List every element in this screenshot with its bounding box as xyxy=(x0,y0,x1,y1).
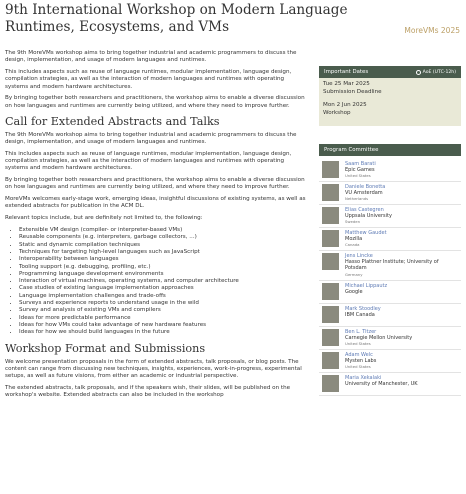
format-paragraph: The extended abstracts, talk proposals, and if the speakers wish, their slides, will be published on the workshop's website. Extended abstracts can also be included in the workshop xyxy=(5,384,291,399)
member-affiliation: Mozilla xyxy=(345,236,363,243)
program-committee-panel xyxy=(319,144,461,396)
topic-item: • Ideas for more predictable performance xyxy=(19,315,308,322)
topic-item: • Tooling support (e.g. debugging, profiling, etc.) xyxy=(19,264,308,271)
avatar[interactable] xyxy=(322,184,339,201)
intro-paragraph: By bringing together both researchers and practitioners, the workshop aims to enable a diverse discussion on how languages and runtimes are currently being utilized, and where they need to improve further. xyxy=(5,95,305,109)
member-affiliation: VU Amsterdam xyxy=(345,190,383,197)
date-value: Mon 2 Jun 2025 xyxy=(323,102,367,108)
intro-paragraph: The 9th MoreVMs workshop aims to bring together industrial and academic programmers to discuss the design, implementation, and usage of modern languages and runtimes. xyxy=(5,50,297,64)
topic-item: • Ideas for how we should build languages in the future xyxy=(19,329,308,336)
member-name-link[interactable]: Ben L. Titzer xyxy=(345,329,377,335)
member-affiliation: Hasso Plattner Institute; University of Potsdam xyxy=(345,259,439,272)
cfp-heading: Call for Extended Abstracts and Talks xyxy=(5,114,220,128)
avatar[interactable] xyxy=(322,230,339,247)
cfp-paragraph: Relevant topics include, but are definitely not limited to, the following: xyxy=(5,215,203,222)
member-name-link[interactable]: Michael Lippautz xyxy=(345,283,388,289)
clock-icon xyxy=(416,70,421,75)
committee-member xyxy=(319,182,461,205)
aoe-note xyxy=(416,70,456,75)
page-title: 9th International Workshop on Modern Language Runtimes, Ecosystems, and VMs xyxy=(5,2,348,35)
format-heading: Workshop Format and Submissions xyxy=(5,341,206,355)
member-affiliation: IBM Canada xyxy=(345,312,375,319)
topic-item: • Ideas for how VMs could take advantage of new hardware features xyxy=(19,322,308,329)
topic-item: • Interoperability between languages xyxy=(19,256,308,263)
member-affiliation: University of Manchester, UK xyxy=(345,381,418,388)
committee-member xyxy=(319,373,461,396)
aoe-label: AoE (UTC-12h) xyxy=(422,69,456,75)
sidebar xyxy=(319,66,461,396)
member-affiliation: Carnegie Mellon University xyxy=(345,335,413,342)
intro-paragraph: This includes aspects such as reuse of language runtimes, modular implementation, language design, compilation strategies, as well as the interaction of modern languages and runtimes with operating systems and modern hardware architectures. xyxy=(5,69,292,90)
member-country: Germany xyxy=(345,271,363,277)
member-country: Sweden xyxy=(345,219,361,225)
avatar[interactable] xyxy=(322,375,339,392)
committee-member xyxy=(319,228,461,251)
cfp-paragraph: The 9th MoreVMs workshop aims to bring together industrial and academic programmers to discuss the design, implementation, and usage of modern languages and runtimes. xyxy=(5,131,297,145)
member-affiliation: Epic Games xyxy=(345,167,375,174)
avatar[interactable] xyxy=(322,283,339,300)
cfp-paragraph: MoreVMs welcomes early-stage work, emerging ideas, insightful discussions of existing systems, as well as extended abstracts for publication in the ACM DL. xyxy=(5,196,306,210)
important-dates-list xyxy=(319,78,461,126)
page-header xyxy=(0,0,466,40)
topic-item: • Survey and analysis of existing VMs and compilers xyxy=(19,307,308,314)
topic-item: • Extensible VM design (compiler- or interpreter-based VMs) xyxy=(19,227,308,234)
program-committee-list xyxy=(319,156,461,396)
cfp-paragraph: By bringing together both researchers and practitioners, the workshop aims to enable a diverse discussion on how languages and runtimes are currently being utilized, and where they need to improve further. xyxy=(5,177,305,191)
avatar[interactable] xyxy=(322,253,339,270)
member-name-link[interactable]: Mark Stoodley xyxy=(345,306,381,312)
topics-list xyxy=(19,227,308,336)
member-country: United States xyxy=(345,364,371,370)
important-dates-header xyxy=(319,66,461,78)
member-country: United States xyxy=(345,341,371,347)
topic-item: • Static and dynamic compilation techniques xyxy=(19,242,308,249)
member-affiliation: Google xyxy=(345,289,363,296)
committee-member xyxy=(319,205,461,228)
member-name-link[interactable]: Adam Welc xyxy=(345,352,373,358)
cfp-paragraph: This includes aspects such as reuse of language runtimes, modular implementation, language design, compilation strategies, as well as the interaction of modern languages and runtimes with operating systems and modern hardware architectures. xyxy=(5,150,292,172)
topic-item: • Interaction of virtual machines, operating systems, and computer architecture xyxy=(19,278,308,285)
date-item[interactable] xyxy=(323,81,457,96)
member-name-link[interactable]: Saam Barati xyxy=(345,161,376,167)
committee-member xyxy=(319,281,461,304)
important-dates-title: Important Dates xyxy=(324,69,369,75)
committee-member xyxy=(319,304,461,327)
member-name-link[interactable]: Daniele Bonetta xyxy=(345,184,386,190)
topic-item: • Language implementation challenges and trade-offs xyxy=(19,293,308,300)
topic-item: • Reusable components (e.g. interpreters, garbage collectors, ...) xyxy=(19,234,308,241)
format-paragraph: We welcome presentation proposals in the form of extended abstracts, talk proposals, or blog posts. The content can range from discussing new techniques, insights, experiences, work-in-progress, experimental setups, as well as future visions, from either an academic or industrial perspective. xyxy=(5,358,302,380)
date-label: Workshop xyxy=(323,109,351,116)
member-name-link[interactable]: Elias Castegren xyxy=(345,207,384,213)
brand-link[interactable]: MoreVMs 2025 xyxy=(404,26,460,35)
member-name-link[interactable]: Maria Xekalaki xyxy=(345,375,382,381)
member-country: United States xyxy=(345,173,371,179)
member-affiliation: Mysten Labs xyxy=(345,358,377,365)
committee-member xyxy=(319,159,461,182)
date-value: Tue 25 Mar 2025 xyxy=(323,81,370,87)
topic-item: • Surveys and experience reports to understand usage in the wild xyxy=(19,300,308,307)
topic-item: • Programming language development environments xyxy=(19,271,308,278)
important-dates-panel xyxy=(319,66,461,126)
committee-member xyxy=(319,350,461,373)
program-committee-header xyxy=(319,144,461,156)
member-name-link[interactable]: Jens Lincke xyxy=(345,253,373,259)
topic-item: • Techniques for targeting high-level languages such as JavaScript xyxy=(19,249,308,256)
member-country: Canada xyxy=(345,242,360,248)
member-name-link[interactable]: Matthew Gaudet xyxy=(345,230,387,236)
member-country: Netherlands xyxy=(345,196,369,202)
avatar[interactable] xyxy=(322,352,339,369)
avatar[interactable] xyxy=(322,306,339,323)
member-affiliation: Uppsala University xyxy=(345,213,392,220)
program-committee-title: Program Committee xyxy=(324,147,379,153)
avatar[interactable] xyxy=(322,161,339,178)
avatar[interactable] xyxy=(322,207,339,224)
committee-member xyxy=(319,251,461,281)
date-item[interactable] xyxy=(323,102,457,117)
avatar[interactable] xyxy=(322,329,339,346)
committee-member xyxy=(319,327,461,350)
date-label: Submission Deadline xyxy=(323,88,382,95)
topic-item: • Case studies of existing language implementation approaches xyxy=(19,285,308,292)
main-content xyxy=(5,50,308,404)
